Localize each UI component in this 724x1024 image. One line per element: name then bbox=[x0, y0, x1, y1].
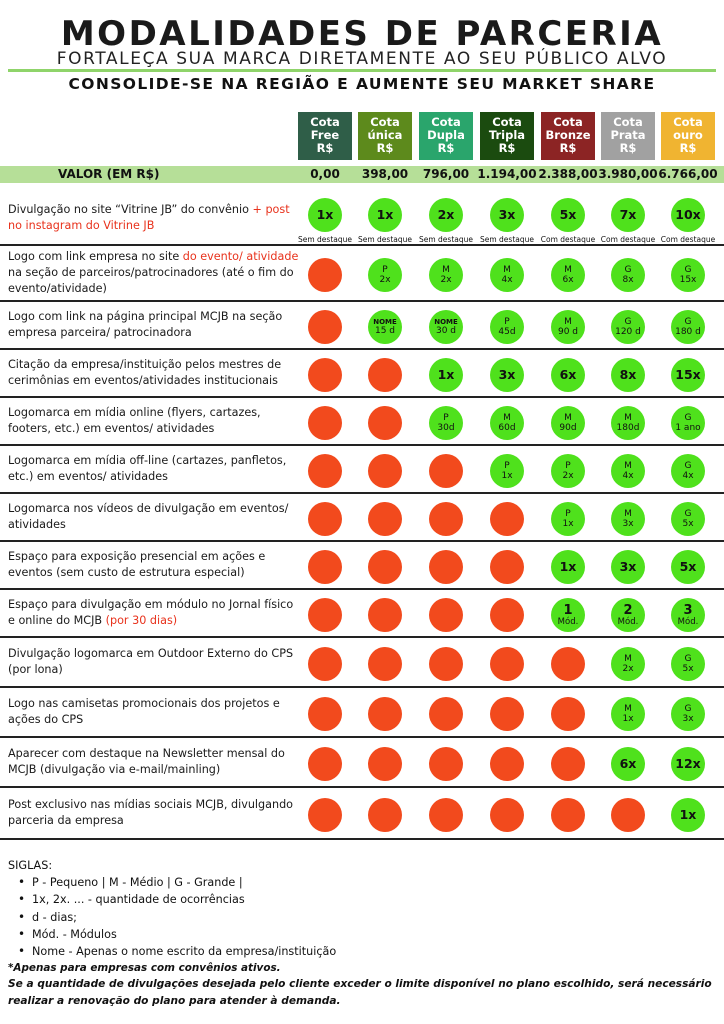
marker-size: P bbox=[565, 509, 571, 519]
included-marker bbox=[611, 502, 645, 536]
marker-quantity: 3x bbox=[498, 207, 516, 222]
marker-caption: Com destaque bbox=[540, 235, 596, 244]
marker-detail: 180d bbox=[616, 423, 640, 433]
benefit-text: Divulgação logomarca em Outdoor Externo do CPS (por lona) bbox=[8, 647, 294, 676]
marker-quantity: 5x bbox=[679, 559, 697, 574]
included-marker bbox=[429, 406, 463, 440]
not-included-marker bbox=[429, 598, 463, 632]
marker-quantity: 1x bbox=[679, 807, 697, 822]
marker-size: NOME bbox=[434, 318, 458, 326]
included-marker bbox=[490, 198, 524, 232]
marker-detail: 4x bbox=[622, 471, 634, 481]
marker-size: NOME bbox=[373, 318, 397, 326]
table-row bbox=[0, 446, 724, 494]
included-marker bbox=[671, 550, 705, 584]
included-marker bbox=[671, 258, 705, 292]
marker-detail: 15 d bbox=[374, 326, 396, 336]
not-included-marker bbox=[611, 798, 645, 832]
tier-value: 398,00 bbox=[361, 167, 409, 181]
tier-value: 3.980,00 bbox=[598, 167, 658, 181]
tier-header-text: Cota bbox=[673, 115, 703, 129]
marker-size: G bbox=[684, 654, 692, 664]
table-row bbox=[0, 590, 724, 638]
benefit-highlight: do evento/ atividade bbox=[182, 250, 299, 263]
not-included-marker bbox=[490, 550, 524, 584]
included-marker bbox=[611, 697, 645, 731]
marker-quantity: 1x bbox=[559, 559, 577, 574]
marker-detail: Mód. bbox=[557, 616, 579, 627]
marker-detail: 90d bbox=[559, 423, 577, 433]
included-marker bbox=[671, 747, 705, 781]
marker-size: 3 bbox=[683, 602, 693, 618]
benefit-description bbox=[8, 405, 300, 437]
tier-header-text: Prata bbox=[610, 128, 646, 142]
marker-size: P bbox=[565, 461, 571, 471]
marker-size: 2 bbox=[623, 602, 633, 618]
marker-size: G bbox=[684, 413, 692, 423]
marker-size: G bbox=[624, 265, 632, 275]
included-marker bbox=[429, 198, 463, 232]
not-included-marker bbox=[490, 747, 524, 781]
marker-size: P bbox=[382, 265, 388, 275]
not-included-marker bbox=[308, 647, 342, 681]
marker-quantity: 12x bbox=[675, 756, 701, 771]
header-divider bbox=[8, 69, 716, 72]
not-included-marker bbox=[429, 697, 463, 731]
table-row bbox=[0, 350, 724, 398]
marker-size: M bbox=[564, 413, 572, 423]
tier-header-text: R$ bbox=[498, 141, 516, 155]
not-included-marker bbox=[429, 647, 463, 681]
not-included-marker bbox=[308, 406, 342, 440]
marker-detail: 1x bbox=[501, 471, 513, 481]
included-marker bbox=[671, 454, 705, 488]
marker-caption: Com destaque bbox=[600, 235, 656, 244]
tier-header-text: Cota bbox=[613, 115, 643, 129]
marker-caption: Sem destaque bbox=[297, 235, 352, 244]
tier-header-text: R$ bbox=[559, 141, 577, 155]
table-row bbox=[0, 398, 724, 446]
marker-detail: 8x bbox=[622, 275, 634, 285]
benefit-text: Post exclusivo nas mídias sociais MCJB, divulgando parceria da empresa bbox=[8, 798, 294, 827]
marker-size: 1 bbox=[563, 602, 573, 618]
marker-size: M bbox=[624, 654, 632, 664]
table-row bbox=[0, 688, 724, 738]
not-included-marker bbox=[368, 747, 402, 781]
not-included-marker bbox=[490, 598, 524, 632]
tier-header-text: R$ bbox=[619, 141, 637, 155]
tier-header-text: única bbox=[367, 128, 403, 142]
benefit-text: Espaço para exposição presencial em ações e eventos (sem custo de estrutura especial) bbox=[8, 550, 266, 579]
included-marker bbox=[671, 647, 705, 681]
marker-quantity: 7x bbox=[619, 207, 637, 222]
not-included-marker bbox=[429, 550, 463, 584]
not-included-marker bbox=[308, 358, 342, 392]
marker-detail: 3x bbox=[622, 519, 634, 529]
marker-detail: 90 d bbox=[557, 327, 579, 337]
included-marker bbox=[611, 358, 645, 392]
included-marker bbox=[611, 550, 645, 584]
included-marker bbox=[551, 358, 585, 392]
row-divider bbox=[0, 838, 724, 840]
benefit-highlight: + post no instagram do Vitrine JB bbox=[8, 203, 290, 232]
included-marker bbox=[429, 358, 463, 392]
marker-size: G bbox=[684, 704, 692, 714]
not-included-marker bbox=[368, 798, 402, 832]
marker-quantity: 2x bbox=[437, 207, 455, 222]
value-label: VALOR (EM R$) bbox=[58, 167, 160, 181]
included-marker bbox=[368, 198, 402, 232]
benefit-text: Logo com link na página principal MCJB na seção empresa parceira/ patrocinadora bbox=[8, 310, 283, 339]
benefit-text: Citação da empresa/instituição pelos mestres de cerimônias em eventos/atividades institucionais bbox=[8, 358, 282, 387]
benefit-text: Logomarca nos vídeos de divulgação em eventos/ atividades bbox=[8, 502, 289, 531]
marker-size: G bbox=[684, 317, 692, 327]
benefit-text: Divulgação no site “Vitrine JB” do convênio bbox=[8, 203, 249, 216]
marker-detail: 5x bbox=[682, 519, 694, 529]
included-marker bbox=[551, 550, 585, 584]
benefit-text-continued: na seção de parceiros/patrocinadores (até o fim do evento/atividade) bbox=[8, 266, 294, 295]
tier-header-text: Dupla bbox=[427, 128, 465, 142]
marker-size: M bbox=[624, 413, 632, 423]
marker-detail: 180 d bbox=[675, 327, 701, 337]
marker-size: M bbox=[503, 265, 511, 275]
tier-header-1 bbox=[358, 112, 412, 160]
benefit-text: Logo com link empresa no site bbox=[8, 250, 183, 263]
benefit-description bbox=[8, 696, 300, 728]
tier-header-text: R$ bbox=[437, 141, 455, 155]
included-marker bbox=[429, 310, 463, 344]
included-marker bbox=[671, 198, 705, 232]
page-tagline: CONSOLIDE-SE NA REGIÃO E AUMENTE SEU MARKET SHARE bbox=[68, 75, 656, 93]
marker-detail: Mód. bbox=[617, 616, 639, 627]
marker-size: M bbox=[624, 461, 632, 471]
tier-header-6 bbox=[661, 112, 715, 160]
included-marker bbox=[551, 258, 585, 292]
included-marker bbox=[671, 358, 705, 392]
benefit-description bbox=[8, 249, 300, 297]
benefit-highlight: (por 30 dias) bbox=[105, 614, 178, 627]
table-row bbox=[0, 186, 724, 246]
included-marker bbox=[611, 406, 645, 440]
included-marker bbox=[611, 454, 645, 488]
not-included-marker bbox=[429, 502, 463, 536]
marker-size: M bbox=[564, 265, 572, 275]
not-included-marker bbox=[490, 798, 524, 832]
not-included-marker bbox=[551, 747, 585, 781]
included-marker bbox=[308, 198, 342, 232]
marker-detail: 60d bbox=[498, 423, 516, 433]
included-marker bbox=[611, 198, 645, 232]
marker-quantity: 3x bbox=[619, 559, 637, 574]
included-marker bbox=[490, 258, 524, 292]
marker-detail: 2x bbox=[622, 664, 634, 674]
not-included-marker bbox=[308, 697, 342, 731]
tier-header-text: Free bbox=[310, 128, 340, 142]
marker-caption: Sem destaque bbox=[479, 235, 534, 244]
table-row bbox=[0, 638, 724, 688]
benefit-description bbox=[8, 309, 300, 341]
marker-quantity: 6x bbox=[619, 756, 637, 771]
benefit-text: Aparecer com destaque na Newsletter mensal do MCJB (divulgação via e-mail/mainling) bbox=[8, 747, 285, 776]
tier-header-4 bbox=[541, 112, 595, 160]
included-marker bbox=[671, 310, 705, 344]
legend-note-active: *Apenas para empresas com convênios ativos. bbox=[8, 962, 281, 975]
included-marker bbox=[551, 598, 585, 632]
not-included-marker bbox=[368, 697, 402, 731]
benefit-description bbox=[8, 746, 300, 778]
marker-size: G bbox=[624, 317, 632, 327]
included-marker bbox=[671, 798, 705, 832]
marker-size: P bbox=[504, 317, 510, 327]
included-marker bbox=[490, 310, 524, 344]
tier-header-3 bbox=[480, 112, 534, 160]
included-marker bbox=[551, 502, 585, 536]
not-included-marker bbox=[368, 358, 402, 392]
marker-quantity: 5x bbox=[559, 207, 577, 222]
marker-detail: 1x bbox=[562, 519, 574, 529]
included-marker bbox=[611, 258, 645, 292]
benefit-text: Logomarca em mídia off-line (cartazes, panfletos, etc.) em eventos/ atividades bbox=[8, 454, 287, 483]
marker-detail: 30 d bbox=[435, 326, 457, 336]
not-included-marker bbox=[429, 798, 463, 832]
marker-detail: 5x bbox=[682, 664, 694, 674]
marker-size: M bbox=[624, 509, 632, 519]
marker-size: M bbox=[624, 704, 632, 714]
table-row bbox=[0, 542, 724, 590]
marker-caption: Sem destaque bbox=[357, 235, 412, 244]
table-row bbox=[0, 494, 724, 542]
marker-size: G bbox=[684, 461, 692, 471]
not-included-marker bbox=[368, 550, 402, 584]
marker-size: P bbox=[443, 413, 449, 423]
not-included-marker bbox=[308, 310, 342, 344]
included-marker bbox=[551, 406, 585, 440]
included-marker bbox=[671, 598, 705, 632]
marker-detail: 15x bbox=[679, 275, 697, 285]
included-marker bbox=[490, 358, 524, 392]
marker-caption: Com destaque bbox=[660, 235, 716, 244]
tier-value: 1.194,00 bbox=[477, 167, 537, 181]
marker-quantity: 10x bbox=[675, 207, 701, 222]
marker-detail: 1 ano bbox=[675, 423, 701, 433]
not-included-marker bbox=[368, 598, 402, 632]
benefit-description bbox=[8, 357, 300, 389]
table-row bbox=[0, 302, 724, 350]
not-included-marker bbox=[429, 747, 463, 781]
tier-header-text: Cota bbox=[431, 115, 461, 129]
included-marker bbox=[368, 258, 402, 292]
table-row bbox=[0, 246, 724, 302]
included-marker bbox=[611, 647, 645, 681]
marker-quantity: 3x bbox=[498, 367, 516, 382]
benefit-description bbox=[8, 202, 300, 234]
marker-size: G bbox=[684, 509, 692, 519]
included-marker bbox=[551, 454, 585, 488]
marker-detail: 120 d bbox=[615, 327, 641, 337]
legend-item: • P - Pequeno | M - Médio | G - Grande | bbox=[18, 874, 716, 891]
included-marker bbox=[671, 502, 705, 536]
tier-value: 2.388,00 bbox=[538, 167, 598, 181]
not-included-marker bbox=[490, 647, 524, 681]
not-included-marker bbox=[551, 697, 585, 731]
marker-detail: 45d bbox=[498, 327, 516, 337]
included-marker bbox=[490, 454, 524, 488]
legend-item: • 1x, 2x. ... - quantidade de ocorrências bbox=[18, 891, 716, 908]
benefit-text: Logo nas camisetas promocionais dos projetos e ações do CPS bbox=[8, 697, 280, 726]
included-marker bbox=[490, 406, 524, 440]
not-included-marker bbox=[308, 550, 342, 584]
tier-value: 796,00 bbox=[422, 167, 470, 181]
included-marker bbox=[611, 747, 645, 781]
marker-quantity: 1x bbox=[437, 367, 455, 382]
benefit-description bbox=[8, 453, 300, 485]
tier-header-text: Cota bbox=[553, 115, 583, 129]
table-row bbox=[0, 788, 724, 840]
not-included-marker bbox=[368, 406, 402, 440]
marker-quantity: 8x bbox=[619, 367, 637, 382]
not-included-marker bbox=[368, 502, 402, 536]
table-row bbox=[0, 738, 724, 788]
tier-header-2 bbox=[419, 112, 473, 160]
benefit-description bbox=[8, 549, 300, 581]
tier-header-text: ouro bbox=[673, 128, 703, 142]
marker-detail: 4x bbox=[682, 471, 694, 481]
marker-quantity: 15x bbox=[675, 367, 701, 382]
marker-detail: Mód. bbox=[677, 616, 699, 627]
tier-header-text: R$ bbox=[316, 141, 334, 155]
included-marker bbox=[551, 310, 585, 344]
tier-header-0 bbox=[298, 112, 352, 160]
marker-size: M bbox=[564, 317, 572, 327]
tier-header-text: Bronze bbox=[545, 128, 591, 142]
included-marker bbox=[611, 310, 645, 344]
marker-size: G bbox=[684, 265, 692, 275]
marker-detail: 2x bbox=[562, 471, 574, 481]
benefit-text: Espaço para divulgação em módulo no Jornal físico e online do MCJB bbox=[8, 598, 294, 627]
tier-header-text: Cota bbox=[492, 115, 522, 129]
marker-detail: 1x bbox=[622, 714, 634, 724]
included-marker bbox=[368, 310, 402, 344]
not-included-marker bbox=[308, 598, 342, 632]
included-marker bbox=[429, 258, 463, 292]
legend-item: • Nome - Apenas o nome escrito da empresa/instituição bbox=[18, 943, 716, 960]
legend-item: • Mód. - Módulos bbox=[18, 926, 716, 943]
marker-quantity: 1x bbox=[316, 207, 334, 222]
not-included-marker bbox=[308, 747, 342, 781]
not-included-marker bbox=[429, 454, 463, 488]
marker-detail: 6x bbox=[562, 275, 574, 285]
not-included-marker bbox=[551, 798, 585, 832]
marker-size: M bbox=[442, 265, 450, 275]
tier-header-5 bbox=[601, 112, 655, 160]
included-marker bbox=[551, 198, 585, 232]
legend-list bbox=[8, 874, 716, 960]
tier-header-text: Cota bbox=[370, 115, 400, 129]
benefit-text: Logomarca em mídia online (flyers, cartazes, footers, etc.) em eventos/ atividades bbox=[8, 406, 261, 435]
included-marker bbox=[671, 697, 705, 731]
not-included-marker bbox=[308, 454, 342, 488]
marker-detail: 2x bbox=[440, 275, 452, 285]
not-included-marker bbox=[490, 502, 524, 536]
not-included-marker bbox=[308, 502, 342, 536]
legend-item: • d - dias; bbox=[18, 909, 716, 926]
benefit-description bbox=[8, 501, 300, 533]
marker-detail: 3x bbox=[682, 714, 694, 724]
tier-header-text: Cota bbox=[310, 115, 340, 129]
not-included-marker bbox=[551, 647, 585, 681]
tier-header-text: R$ bbox=[679, 141, 697, 155]
not-included-marker bbox=[308, 798, 342, 832]
marker-quantity: 1x bbox=[376, 207, 394, 222]
page-title: MODALIDADES DE PARCERIA bbox=[60, 14, 664, 54]
legend-heading: SIGLAS: bbox=[8, 859, 53, 872]
marker-detail: 30d bbox=[437, 423, 455, 433]
tier-header-text: Tripla bbox=[488, 128, 526, 142]
marker-size: M bbox=[503, 413, 511, 423]
marker-detail: 4x bbox=[501, 275, 513, 285]
marker-quantity: 6x bbox=[559, 367, 577, 382]
benefit-description bbox=[8, 646, 300, 678]
marker-detail: 2x bbox=[379, 275, 391, 285]
marker-size: P bbox=[504, 461, 510, 471]
legend bbox=[8, 858, 716, 1009]
benefit-description bbox=[8, 797, 300, 829]
tier-value: 0,00 bbox=[310, 167, 340, 181]
included-marker bbox=[611, 598, 645, 632]
not-included-marker bbox=[368, 647, 402, 681]
tier-header-text: R$ bbox=[376, 141, 394, 155]
tier-value: 6.766,00 bbox=[658, 167, 718, 181]
not-included-marker bbox=[308, 258, 342, 292]
not-included-marker bbox=[490, 697, 524, 731]
included-marker bbox=[671, 406, 705, 440]
marker-caption: Sem destaque bbox=[418, 235, 473, 244]
page-subtitle: FORTALEÇA SUA MARCA DIRETAMENTE AO SEU PÚBLICO ALVO bbox=[56, 49, 668, 69]
not-included-marker bbox=[368, 454, 402, 488]
legend-note-renewal: Se a quantidade de divulgações desejada pelo cliente exceder o limite disponível no plano escolhido, será necessário realizar a renovação do plano para atender à demanda. bbox=[8, 978, 712, 1007]
benefit-description bbox=[8, 597, 300, 629]
